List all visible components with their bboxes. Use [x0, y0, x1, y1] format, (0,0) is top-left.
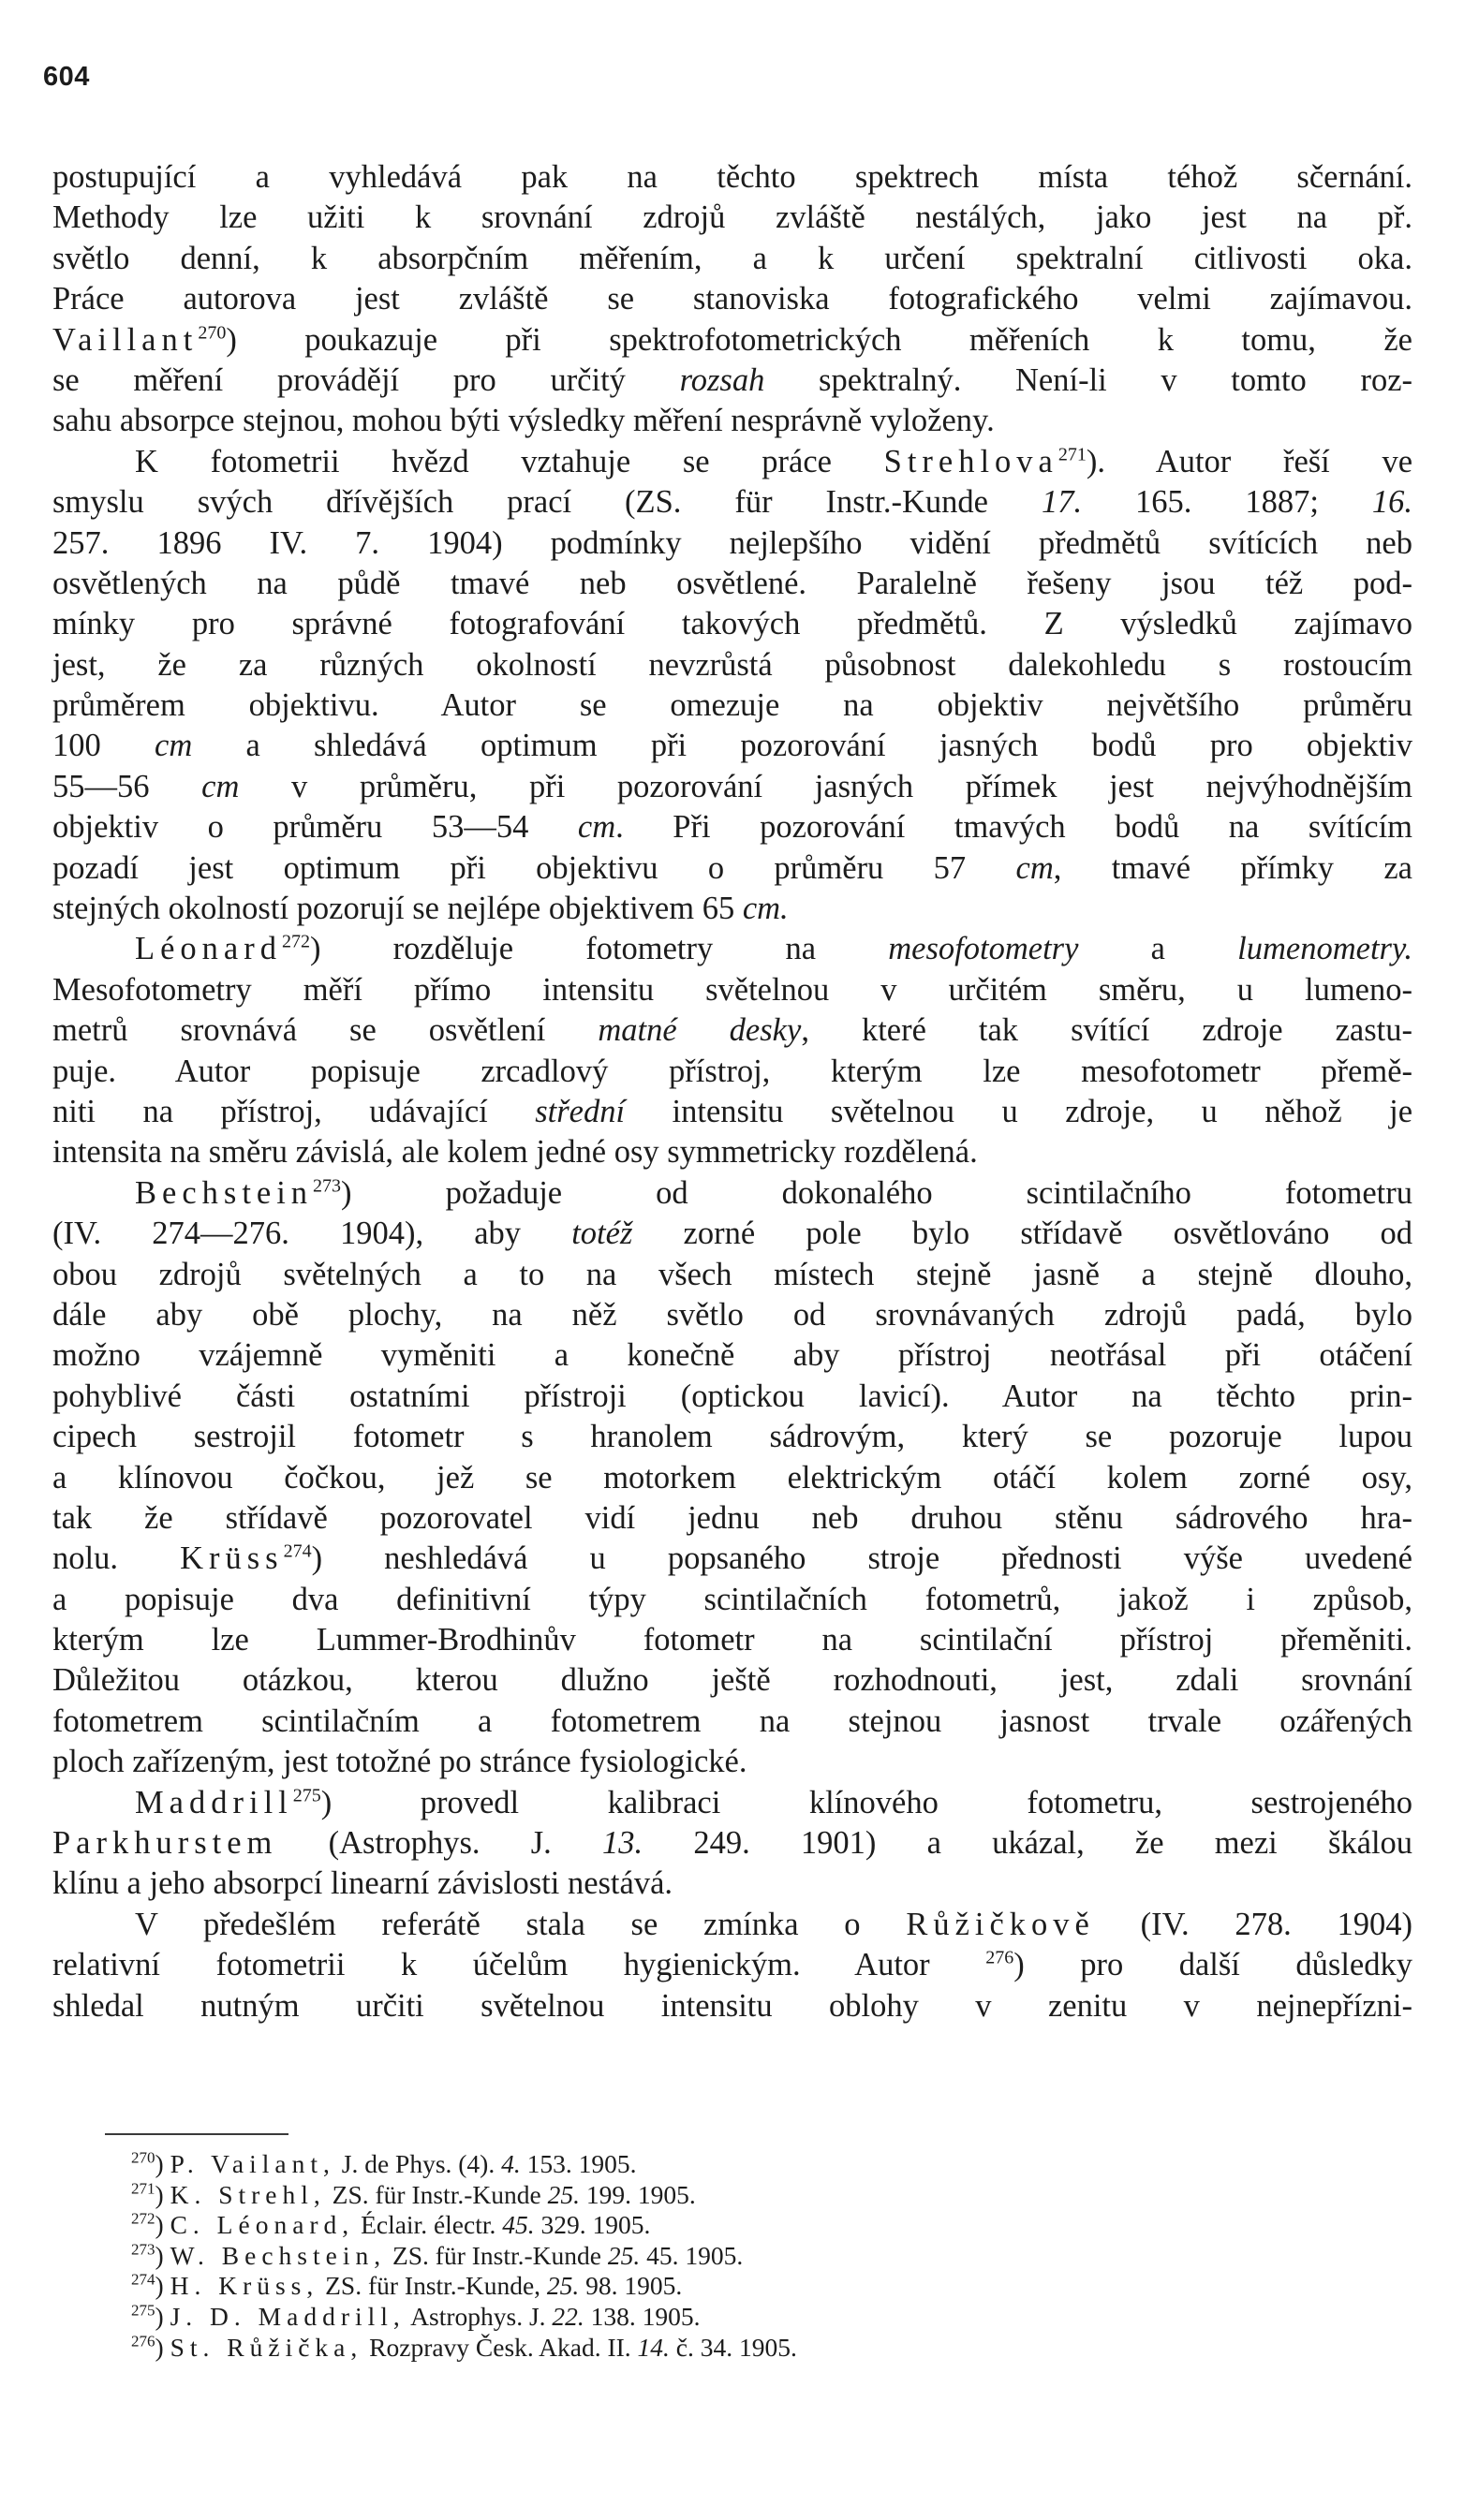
text-line: Bechstein$^{273}$) požaduje od dokonalého scintilačního fotometru: [135, 1174, 1412, 1211]
author-name: Maddrill: [135, 1784, 293, 1820]
text-line: a klínovou čočkou, jež se motorkem elektrickým otáčí kolem zorné osy,: [52, 1459, 1412, 1496]
author-name: Léonard: [135, 931, 282, 967]
text-line: nolu. Krüss$^{274}$) neshledává u popsaného stroje přednosti výše uvedené: [52, 1540, 1412, 1577]
text-line: relativní fotometrii k účelům hygienickým. Autor $^{276}$) pro další důsledky: [52, 1947, 1412, 1983]
text-line: shledal nutným určiti světelnou intensitu oblohy v zenitu v nejnepřízni-: [52, 1987, 1412, 2024]
footnote-divider: [105, 2133, 288, 2135]
footnote-ref: 272: [281, 932, 310, 953]
text-line: Vaillant$^{270}$) poukazuje při spektrofotometrických měřeních k tomu, že: [52, 321, 1412, 358]
text-line: Léonard$^{272}$) rozděluje fotometry na mesofotometry a lumenometry.: [135, 931, 1413, 967]
text-line: Práce autorova jest zvláště se stanoviska fotografického velmi zajímavou.: [52, 281, 1412, 317]
footnote: $^{274}$) H. Krüss, ZS. für Instr.-Kunde, 25. 98. 1905.: [131, 2270, 683, 2301]
footnote-ref: 274: [283, 1540, 312, 1562]
author-name: Krüss: [180, 1540, 284, 1577]
text-line: osvětlených na půdě tmavé neb osvětlené. Paralelně řešeny jsou též pod-: [52, 565, 1412, 601]
text-line: 100 cm a shledává optimum při pozorování jasných bodů pro objektiv: [52, 728, 1413, 764]
footnote: $^{275}$) J. D. Maddrill, Astrophys. J. 22. 138. 1905.: [131, 2301, 701, 2331]
text-line: puje. Autor popisuje zrcadlový přístroj, kterým lze mesofotometr přemě-: [52, 1053, 1412, 1089]
text-line: dále aby obě plochy, na něž světlo od srovnávaných zdrojů padá, bylo: [52, 1296, 1412, 1333]
footnotes: [131, 2149, 797, 2363]
text-line: Maddrill$^{275}$) provedl kalibraci klínového fotometru, sestrojeného: [135, 1784, 1412, 1820]
footnote: $^{273}$) W. Bechstein, ZS. für Instr.-Kunde 25. 45. 1905.: [131, 2240, 744, 2270]
text-line: postupující a vyhledává pak na těchto spektrech místa téhož sčernání.: [52, 159, 1412, 195]
text-line: mínky pro správné fotografování takových předmětů. Z výsledků zajímavo: [52, 606, 1412, 642]
text-line: metrů srovnává se osvětlení matné desky, které tak svítící zdroje zastu-: [52, 1012, 1412, 1049]
text-line: jest, že za různých okolností nevzrůstá působnost dalekohledu s rostoucím: [52, 646, 1412, 683]
text-line: fotometrem scintilačním a fotometrem na stejnou jasnost trvale ozářených: [52, 1702, 1412, 1739]
text-line: intensita na směru závislá, ale kolem jedné osy symmetricky rozdělená.: [52, 1134, 978, 1171]
text-line: cipech sestrojil fotometr s hranolem sádrovým, který se pozoruje lupou: [52, 1419, 1412, 1455]
text-line: Methody lze užiti k srovnání zdrojů zvláště nestálých, jako jest na př.: [52, 199, 1412, 236]
text-line: stejných okolností pozorují se nejlépe objektivem 65 cm.: [52, 891, 789, 927]
text-line: kterým lze Lummer-Brodhinův fotometr na scintilační přístroj přeměniti.: [52, 1622, 1412, 1658]
footnote-ref: 270: [198, 322, 227, 344]
text-line: smyslu svých dřívějších prací (ZS. für Instr.-Kunde 17. 165. 1887; 16.: [52, 484, 1413, 521]
text-line: pohyblivé části ostatními přístroji (optickou lavicí). Autor na těchto prin-: [52, 1378, 1412, 1414]
text-line: 257. 1896 IV. 7. 1904) podmínky nejlepšího vidění předmětů svítících neb: [52, 524, 1412, 561]
footnote-ref: 271: [1057, 444, 1087, 465]
footnote-ref: 273: [313, 1175, 342, 1197]
footnote: $^{270}$) P. Vailant, J. de Phys. (4). 4. 153. 1905.: [131, 2148, 637, 2178]
text-line: Parkhurstem (Astrophys. J. 13. 249. 1901) a ukázal, že mezi škálou: [52, 1825, 1413, 1862]
text-line: 55—56 cm v průměru, při pozorování jasných přímek jest nejvýhodnějším: [52, 768, 1413, 804]
text-line: (IV. 274—276. 1904), aby totéž zorné pole bylo střídavě osvětlováno od: [52, 1216, 1413, 1252]
text-line: tak že střídavě pozorovatel vidí jednu neb druhou stěnu sádrového hra-: [52, 1499, 1412, 1536]
text-line: a popisuje dva definitivní týpy scintilačních fotometrů, jakož i způsob,: [52, 1581, 1412, 1617]
author-name: Strehlova: [883, 443, 1058, 479]
footnote: $^{272}$) C. Léonard, Éclair. électr. 45. 329. 1905.: [131, 2209, 651, 2240]
author-name: Bechstein: [135, 1174, 314, 1211]
author-name: Parkhurstem: [52, 1825, 278, 1862]
text-line: ploch zařízeným, jest totožné po stránce fysiologické.: [52, 1744, 747, 1780]
text-line: V předešlém referátě stala se zmínka o Růžičkově (IV. 278. 1904): [135, 1906, 1413, 1942]
footnote: $^{276}$) St. Růžička, Rozpravy Česk. Akad. II. 14. č. 34. 1905.: [131, 2332, 797, 2362]
footnote: $^{271}$) K. Strehl, ZS. für Instr.-Kunde 25. 199. 1905.: [131, 2179, 696, 2209]
text-line: možno vzájemně vyměniti a konečně aby přístroj neotřásal při otáčení: [52, 1337, 1412, 1374]
body-text: [52, 157, 1412, 2026]
text-line: K fotometrii hvězd vztahuje se práce Strehlova$^{271}$). Autor řeší ve: [135, 443, 1413, 479]
text-line: Důležitou otázkou, kterou dlužno ještě rozhodnouti, jest, zdali srovnání: [52, 1662, 1412, 1699]
text-line: obou zdrojů světelných a to na všech místech stejně jasně a stejně dlouho,: [52, 1256, 1412, 1292]
text-line: pozadí jest optimum při objektivu o průměru 57 cm, tmavé přímky za: [52, 849, 1412, 886]
text-line: objektiv o průměru 53—54 cm. Při pozorování tmavých bodů na svítícím: [52, 809, 1413, 846]
author-name: Růžičkově: [906, 1906, 1095, 1942]
text-line: se měření provádějí pro určitý rozsah spektralný. Není-li v tomto roz-: [52, 361, 1413, 398]
text-line: niti na přístroj, udávající střední intensitu světelnou u zdroje, u něhož je: [52, 1093, 1413, 1129]
page-number: 604: [43, 62, 90, 92]
footnote-ref: 275: [292, 1785, 321, 1806]
text-line: klínu a jeho absorpcí linearní závislosti nestává.: [52, 1865, 673, 1902]
text-line: Mesofotometry měří přímo intensitu světelnou v určitém směru, u lumeno-: [52, 971, 1412, 1008]
text-line: průměrem objektivu. Autor se omezuje na objektiv největšího průměru: [52, 687, 1412, 724]
author-name: Vaillant: [52, 321, 199, 358]
text-line: sahu absorpce stejnou, mohou býti výsledky měření nesprávně vyloženy.: [52, 403, 995, 439]
text-line: světlo denní, k absorpčním měřením, a k určení spektralní citlivosti oka.: [52, 240, 1412, 276]
footnote-ref: 276: [985, 1947, 1014, 1968]
